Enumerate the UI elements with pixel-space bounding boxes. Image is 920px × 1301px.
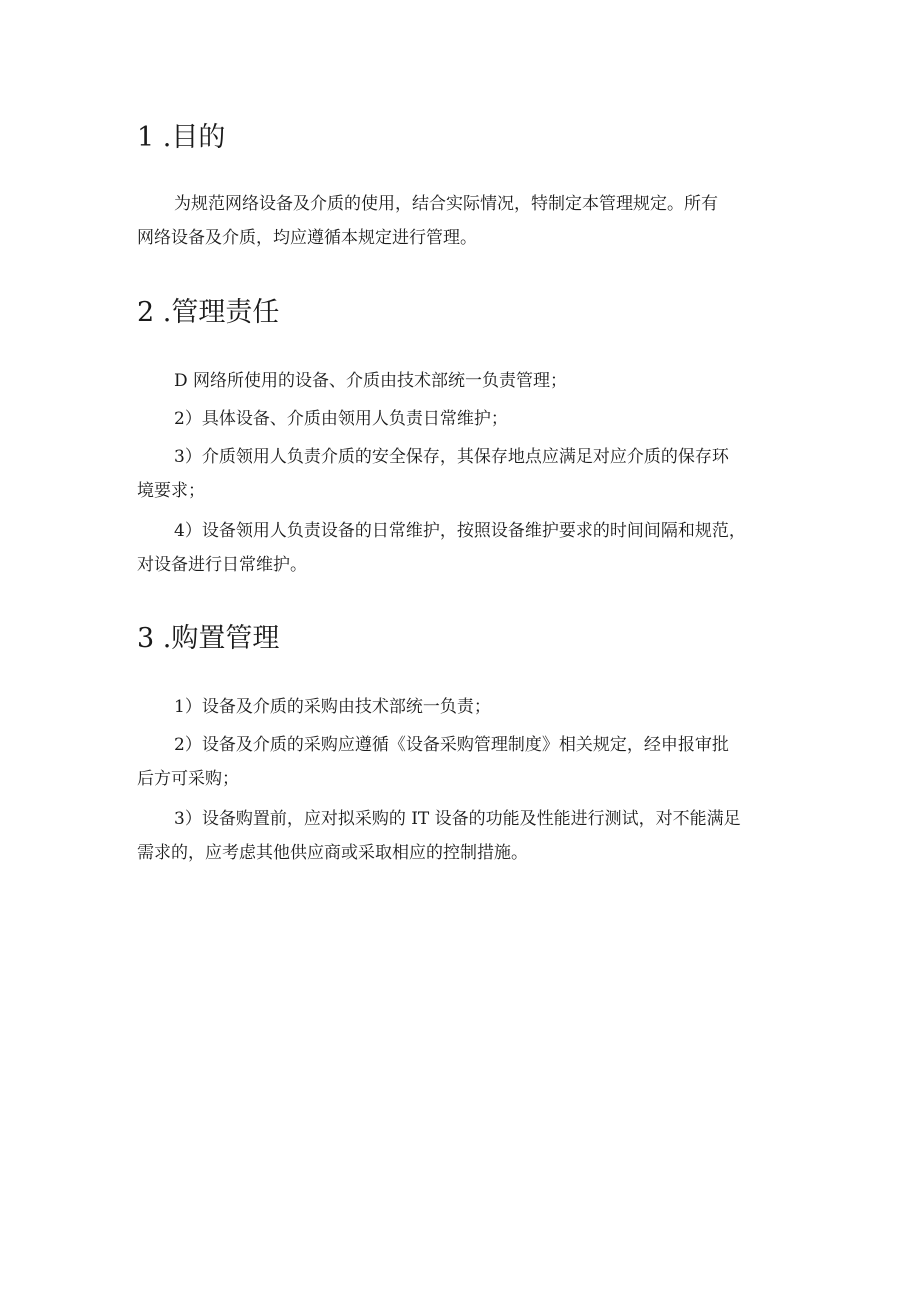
section-2-item-2 xyxy=(137,402,797,436)
section-2-item-1-text: D 网络所使用的设备、介质由技术部统一负责管理； xyxy=(174,371,568,391)
section-2-item-2-text: 2）具体设备、介质由领用人负责日常维护； xyxy=(174,409,508,429)
section-3-item-3-line-1: 3）设备购置前，应对拟采购的 IT 设备的功能及性能进行测试，对不能满足 xyxy=(174,809,741,829)
section-3-item-2-line-2: 后方可采购； xyxy=(137,769,239,789)
section-2-item-3 xyxy=(137,440,797,508)
section-1-line-1: 为规范网络设备及介质的使用，结合实际情况，特制定本管理规定。所有 xyxy=(174,194,718,214)
section-3-item-3-line-2: 需求的，应考虑其他供应商或采取相应的控制措施。 xyxy=(137,843,528,863)
section-3-item-1 xyxy=(137,690,797,724)
section-2-item-1 xyxy=(137,364,797,398)
section-2-heading: 2 .管理责任 xyxy=(137,297,280,328)
section-3-item-1-text: 1）设备及介质的采购由技术部统一负责； xyxy=(174,697,491,717)
section-1-paragraph xyxy=(137,187,797,255)
section-1-heading: 1 .目的 xyxy=(137,122,226,153)
section-1-line-2: 网络设备及介质，均应遵循本规定进行管理。 xyxy=(137,228,477,248)
section-3-item-2-line-1: 2）设备及介质的采购应遵循《设备采购管理制度》相关规定，经申报审批 xyxy=(174,735,729,755)
section-3-item-2 xyxy=(137,728,797,796)
section-3-item-3 xyxy=(137,802,797,870)
section-3-heading: 3 .购置管理 xyxy=(137,623,280,654)
section-2-item-3-line-2: 境要求； xyxy=(137,481,205,501)
section-2-item-3-line-1: 3）介质领用人负责介质的安全保存，其保存地点应满足对应介质的保存环 xyxy=(174,447,729,467)
section-2-item-4-line-2: 对设备进行日常维护。 xyxy=(137,555,307,575)
section-2-item-4-line-1: 4）设备领用人负责设备的日常维护，按照设备维护要求的时间间隔和规范， xyxy=(174,521,746,541)
section-2-item-4 xyxy=(137,514,797,582)
